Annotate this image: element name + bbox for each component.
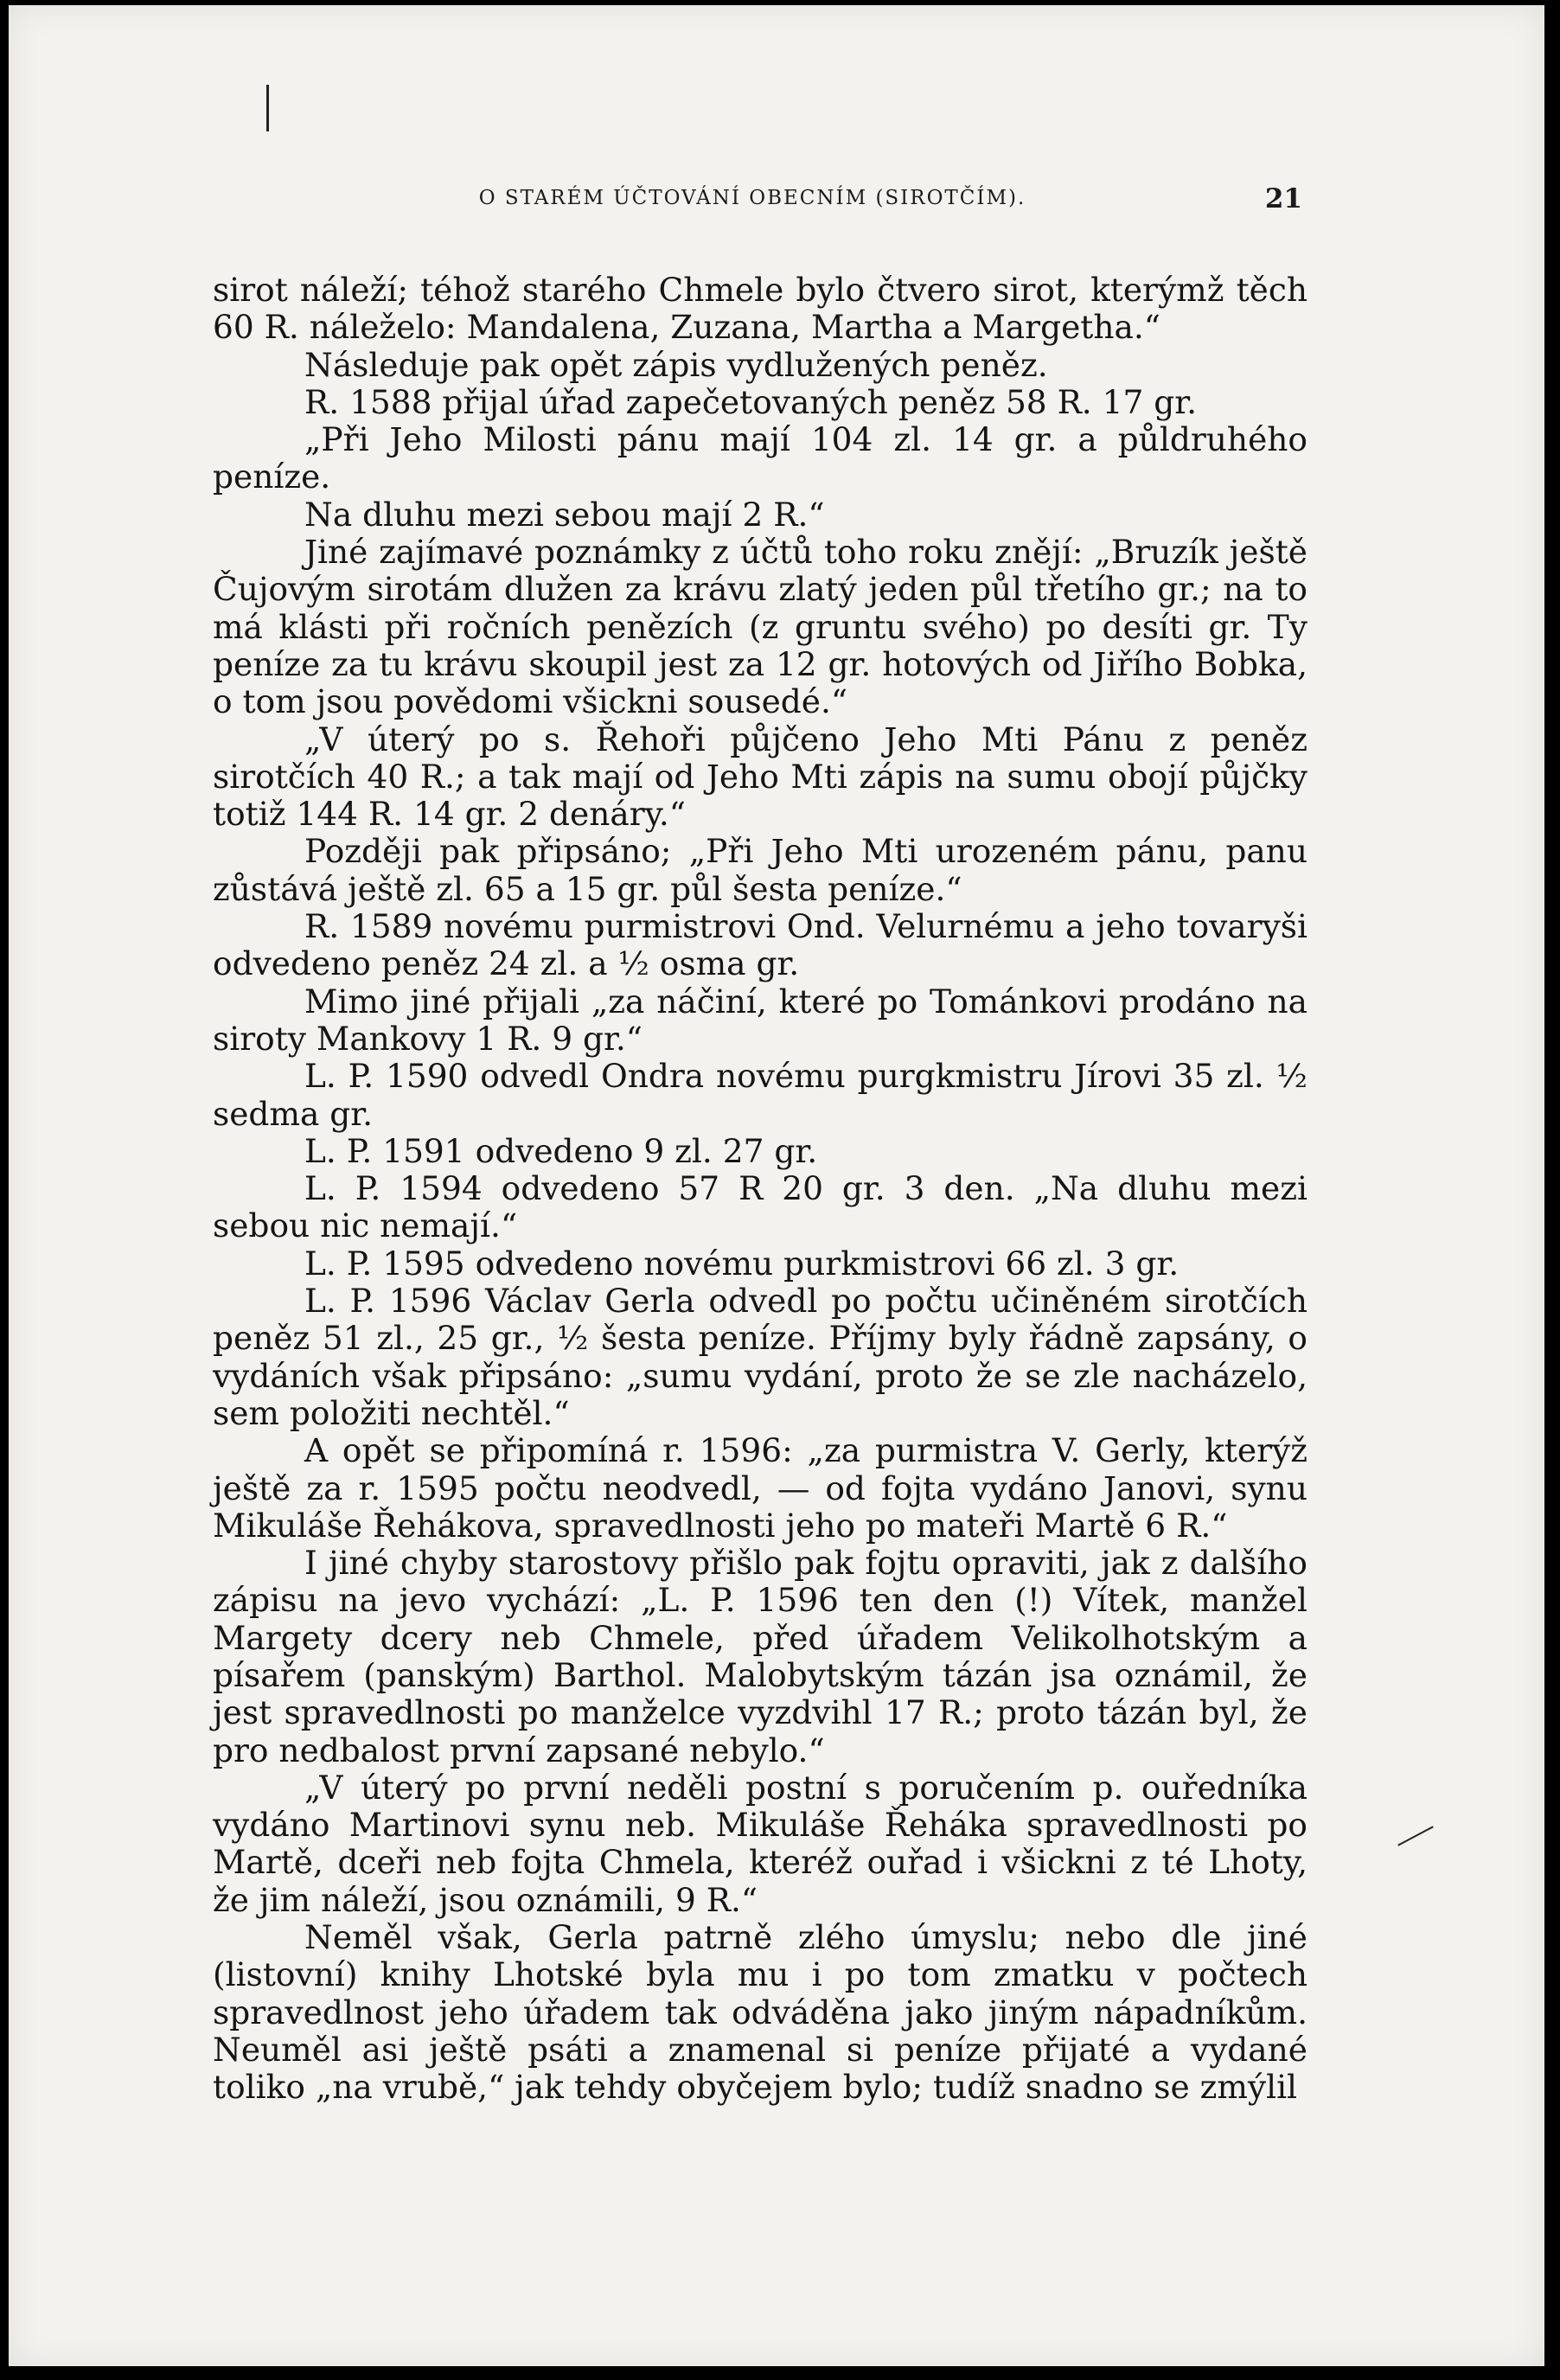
paragraph: R. 1589 novému purmistrovi Ond. Velurnému a jeho tovaryši odvedeno peněz 24 zl. a ½ osma gr. — [213, 907, 1307, 983]
page-number: 21 — [1264, 183, 1302, 214]
paragraph: sirot náleží; téhož starého Chmele bylo čtvero sirot, kterýmž těch 60 R. náleželo: Mandalena, Zuzana, Martha a Margetha.“ — [213, 271, 1307, 347]
paragraph: Později pak připsáno; „Při Jeho Mti urozeném pánu, panu zůstává ještě zl. 65 a 15 gr. půl šesta peníze.“ — [213, 832, 1307, 908]
paragraph: „V úterý po s. Řehoři půjčeno Jeho Mti Pánu z peněz sirotčích 40 R.; a tak mají od Jeho Mti zápis na sumu obojí půjčky totiž 144 R. 14 gr. 2 denáry.“ — [213, 720, 1307, 834]
paragraph: I jiné chyby starostovy přišlo pak fojtu opraviti, jak z dalšího zápisu na jevo vychází: „L. P. 1596 ten den (!) Vítek, manžel Margety dcery neb Chmele, před úřadem Velikolhotským a písařem (panským) Barthol. Malobytským tázán jsa oznámil, že jest spravedlnosti po manželce vyzdvihl 17 R.; proto tázán byl, že pro nedbalost první zapsané nebylo.“ — [213, 1544, 1307, 1769]
paragraph: L. P. 1590 odvedl Ondra novému purgkmistru Jírovi 35 zl. ½ sedma gr. — [213, 1057, 1307, 1133]
paragraph: L. P. 1595 odvedeno novému purkmistrovi 66 zl. 3 gr. — [304, 1244, 1180, 1283]
paragraph: R. 1588 přijal úřad zapečetovaných peněz 58 R. 17 gr. — [304, 382, 1198, 421]
running-header: O STARÉM ÚČTOVÁNÍ OBECNÍM (SIROTČÍM). — [478, 187, 1026, 209]
paragraph: Neměl však, Gerla patrně zlého úmyslu; nebo dle jiné (listovní) knihy Lhotské byla mu i po tom zmatku v počtech spravedlnost jeho úřadem tak odváděna jako jiným nápadníkům. Neuměl asi ještě psáti a znamenal si peníze přijaté a vydané toliko „na vrubě,“ jak tehdy obyčejem bylo; tudíž snadno se zmýlil — [213, 1918, 1307, 2107]
book-page — [9, 5, 1544, 2366]
paragraph: L. P. 1596 Václav Gerla odvedl po počtu učiněném sirotčích peněz 51 zl., 25 gr., ½ šesta peníze. Příjmy byly řádně zapsány, o vydáních však připsáno: „sumu vydání, proto že se zle nacházelo, sem položiti nechtěl.“ — [213, 1282, 1307, 1432]
paragraph: „Při Jeho Milosti pánu mají 104 zl. 14 gr. a půldruhého peníze. — [213, 420, 1307, 496]
margin-mark — [1397, 1826, 1434, 1846]
paragraph: A opět se připomíná r. 1596: „za purmistra V. Gerly, kterýž ještě za r. 1595 počtu neodvedl, — od fojta vydáno Janovi, synu Mikuláše Řehákova, spravedlnosti jeho po mateři Martě 6 R.“ — [213, 1431, 1307, 1545]
paragraph: Mimo jiné přijali „za náčiní, které po Tománkovi prodáno na siroty Mankovy 1 R. 9 gr.“ — [213, 982, 1307, 1058]
paragraph: Jiné zajímavé poznámky z účtů toho roku znějí: „Bruzík ještě Čujovým sirotám dlužen za krávu zlatý jeden půl třetího gr.; na to má klásti při ročních penězích (z gruntu svého) po desíti gr. Ty peníze za tu krávu skoupil jest za 12 gr. hotových od Jiřího Bobka, o tom jsou povědomi všickni sousedé.“ — [213, 533, 1307, 721]
paragraph: Následuje pak opět zápis vydlužených peněz. — [304, 345, 1048, 384]
margin-mark — [266, 85, 269, 131]
paragraph: L. P. 1594 odvedeno 57 R 20 gr. 3 den. „Na dluhu mezi sebou nic nemají.“ — [213, 1169, 1307, 1245]
paragraph: Na dluhu mezi sebou mají 2 R.“ — [304, 495, 825, 534]
paragraph: L. P. 1591 odvedeno 9 zl. 27 gr. — [304, 1131, 818, 1170]
paragraph: „V úterý po první neděli postní s poručením p. ouředníka vydáno Martinovi synu neb. Mikuláše Řeháka spravedlnosti po Martě, dceři neb fojta Chmela, kteréž ouřad i všickni z té Lhoty, že jim náleží, jsou oznámili, 9 R.“ — [213, 1768, 1307, 1919]
body-text — [213, 272, 1307, 2107]
